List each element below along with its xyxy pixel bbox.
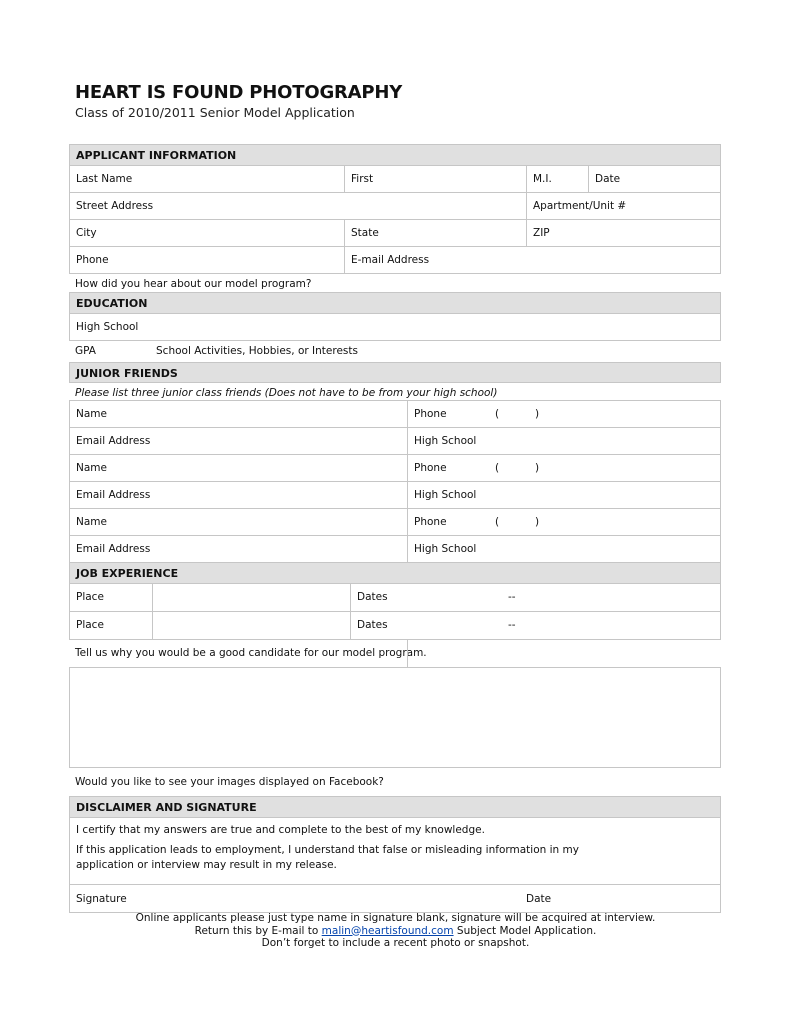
street-address-label: Street Address	[76, 200, 154, 212]
hear-about-field[interactable]	[69, 274, 721, 293]
education-row-gpa	[69, 341, 721, 363]
area-code-open: (	[495, 516, 500, 528]
friend-name-field[interactable]	[70, 455, 407, 481]
date-label: Date	[595, 173, 621, 185]
place-label: Place	[76, 591, 104, 603]
friend-name-field[interactable]	[70, 509, 407, 535]
form-subtitle: Class of 2010/2011 Senior Model Application	[75, 105, 355, 120]
first-name-field[interactable]	[344, 166, 526, 192]
friend-name-label: Name	[76, 408, 107, 420]
candidate-question-divider	[407, 640, 721, 668]
return-prefix: Return this by E-mail to	[194, 924, 322, 937]
friend-school-field[interactable]	[407, 536, 720, 562]
date-field[interactable]	[588, 166, 720, 192]
friend-2-email-row	[69, 481, 721, 509]
job-row-2	[69, 611, 721, 640]
section-header-disclaimer	[69, 796, 721, 818]
place-field[interactable]	[152, 584, 350, 611]
dates-field[interactable]	[350, 612, 720, 639]
friend-school-label: High School	[414, 435, 477, 447]
facebook-question-label: Would you like to see your images displayed on Facebook?	[75, 776, 384, 788]
middle-initial-field[interactable]	[526, 166, 588, 192]
section-header-job	[69, 562, 721, 584]
friend-email-label: Email Address	[76, 435, 151, 447]
signature-field[interactable]	[70, 885, 520, 912]
date-range-dash: --	[508, 591, 516, 603]
online-applicants-note: Online applicants please just type name in signature blank, signature will be acquired at interview.	[135, 912, 656, 924]
first-name-label: First	[351, 173, 374, 185]
friend-school-label: High School	[414, 489, 477, 501]
zip-field[interactable]	[526, 220, 720, 246]
area-code-close: )	[535, 462, 540, 474]
email-label: E-mail Address	[351, 254, 430, 266]
state-label: State	[351, 227, 379, 239]
applicant-row-name	[69, 165, 721, 193]
signature-label: Signature	[76, 893, 127, 905]
friend-phone-label: Phone	[414, 462, 447, 474]
friend-email-field[interactable]	[70, 428, 407, 454]
friend-phone-field[interactable]	[407, 401, 720, 427]
apartment-field[interactable]	[526, 193, 720, 219]
area-code-close: )	[535, 408, 540, 420]
friend-name-label: Name	[76, 462, 107, 474]
job-row-1	[69, 583, 721, 612]
place-label-cell	[70, 584, 152, 611]
friend-email-label: Email Address	[76, 489, 151, 501]
hear-about-label: How did you hear about our model program?	[75, 278, 312, 290]
certify-text: I certify that my answers are true and complete to the best of my knowledge.	[76, 824, 485, 836]
friend-3-email-row	[69, 535, 721, 563]
high-school-field[interactable]	[69, 313, 721, 341]
return-suffix: Subject Model Application.	[453, 924, 597, 937]
phone-label: Phone	[76, 254, 109, 266]
street-address-field[interactable]	[70, 193, 526, 219]
last-name-field[interactable]	[70, 166, 344, 192]
email-link[interactable]: malin@heartisfound.com	[321, 924, 454, 937]
applicant-row-city	[69, 219, 721, 247]
friend-phone-field[interactable]	[407, 455, 720, 481]
candidate-answer-box[interactable]	[69, 667, 721, 768]
dates-label: Dates	[357, 591, 388, 603]
dates-field[interactable]	[350, 584, 720, 611]
signature-date-field[interactable]	[520, 885, 720, 912]
section-title: EDUCATION	[76, 297, 148, 310]
application-form	[69, 145, 721, 913]
friend-school-label: High School	[414, 543, 477, 555]
area-code-close: )	[535, 516, 540, 528]
friend-1-name-row	[69, 400, 721, 428]
friend-school-field[interactable]	[407, 428, 720, 454]
friend-name-field[interactable]	[70, 401, 407, 427]
friends-note: Please list three junior class friends (Does not have to be from your high school)	[75, 387, 498, 399]
friend-email-label: Email Address	[76, 543, 151, 555]
friend-phone-label: Phone	[414, 516, 447, 528]
friend-phone-field[interactable]	[407, 509, 720, 535]
applicant-row-address	[69, 192, 721, 220]
place-field[interactable]	[152, 612, 350, 639]
section-title: DISCLAIMER AND SIGNATURE	[76, 801, 257, 814]
footer-instructions	[0, 912, 791, 950]
section-title: APPLICANT INFORMATION	[76, 149, 237, 162]
high-school-label: High School	[76, 321, 139, 333]
candidate-question-row	[69, 640, 721, 668]
city-label: City	[76, 227, 97, 239]
friend-2-name-row	[69, 454, 721, 482]
friend-3-name-row	[69, 508, 721, 536]
email-field[interactable]	[344, 247, 720, 273]
zip-label: ZIP	[533, 227, 550, 239]
friend-email-field[interactable]	[70, 536, 407, 562]
phone-field[interactable]	[70, 247, 344, 273]
area-code-open: (	[495, 462, 500, 474]
place-label: Place	[76, 619, 104, 631]
friend-1-email-row	[69, 427, 721, 455]
signature-date-label: Date	[526, 893, 552, 905]
section-header-education	[69, 292, 721, 314]
date-range-dash: --	[508, 619, 516, 631]
friend-phone-label: Phone	[414, 408, 447, 420]
signature-row	[69, 884, 721, 913]
friend-email-field[interactable]	[70, 482, 407, 508]
area-code-open: (	[495, 408, 500, 420]
place-label-cell	[70, 612, 152, 639]
city-field[interactable]	[70, 220, 344, 246]
friend-name-label: Name	[76, 516, 107, 528]
section-title: JUNIOR FRIENDS	[76, 367, 178, 380]
activities-label: School Activities, Hobbies, or Interests	[156, 345, 358, 357]
return-instructions	[0, 925, 791, 938]
apartment-label: Apartment/Unit #	[533, 200, 627, 212]
section-title: JOB EXPERIENCE	[76, 567, 179, 580]
applicant-row-contact	[69, 246, 721, 274]
middle-initial-label: M.I.	[533, 173, 552, 185]
facebook-question-row[interactable]	[69, 768, 721, 797]
friend-school-field[interactable]	[407, 482, 720, 508]
section-header-applicant	[69, 144, 721, 166]
disclaimer-text-box	[69, 817, 721, 885]
photo-reminder: Don’t forget to include a recent photo or snapshot.	[261, 937, 530, 949]
employment-text: If this application leads to employment, I understand that false or misleading information in my application or interview may result in my release.	[76, 844, 579, 871]
candidate-question-label: Tell us why you would be a good candidate for our model program.	[75, 647, 427, 659]
state-field[interactable]	[344, 220, 526, 246]
section-header-friends	[69, 362, 721, 383]
last-name-label: Last Name	[76, 173, 133, 185]
dates-label: Dates	[357, 619, 388, 631]
form-title: HEART IS FOUND PHOTOGRAPHY	[75, 82, 403, 103]
friends-note-row	[69, 383, 721, 401]
gpa-label: GPA	[75, 345, 96, 357]
